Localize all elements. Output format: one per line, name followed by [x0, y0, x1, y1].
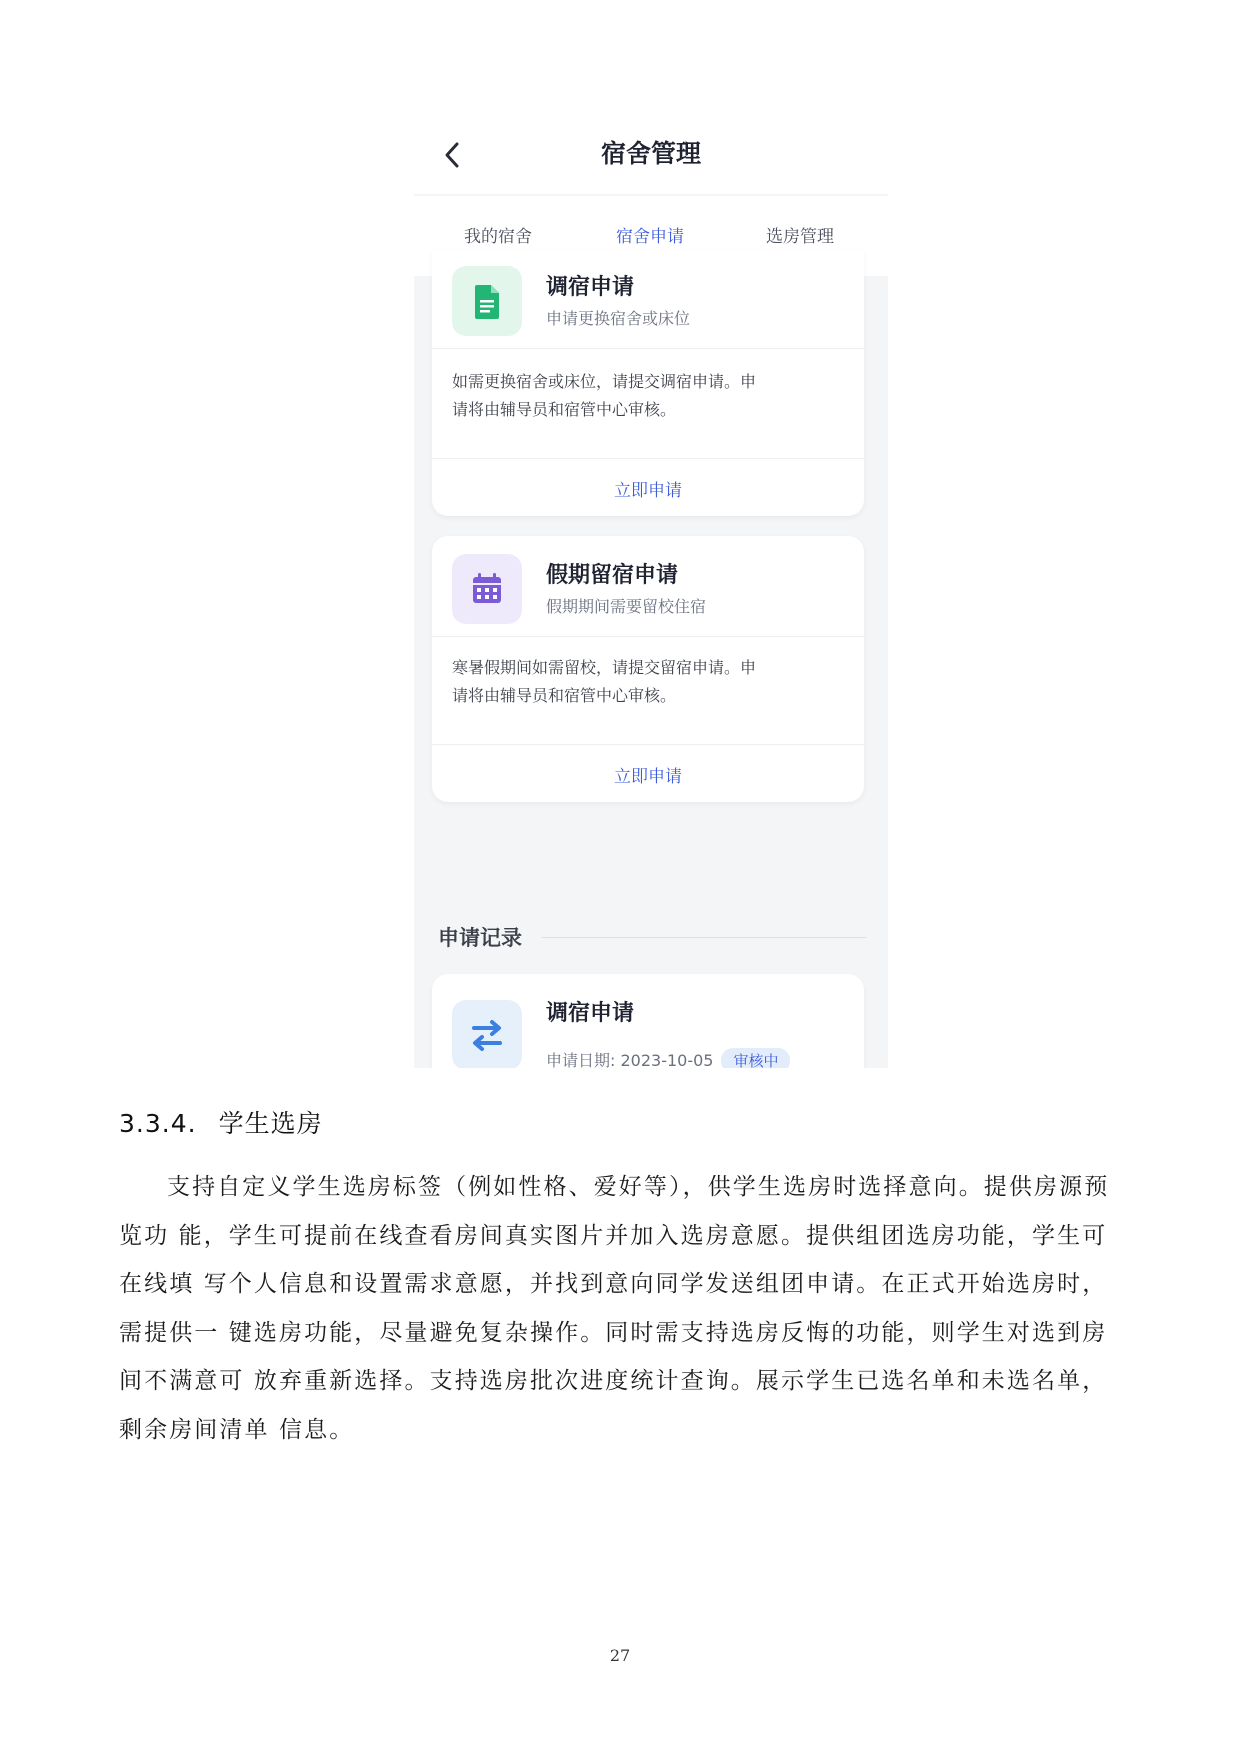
- record-title: 调宿申请: [546, 1001, 635, 1026]
- holiday-card-icon-box: [452, 554, 522, 624]
- description-line: 请将由辅导员和宿管中心审核。: [452, 400, 677, 419]
- description-line: 如需更换宿舍或床位，请提交调宿申请。申: [452, 372, 757, 391]
- card-subtitle: 假期期间需要留校住宿: [546, 597, 707, 616]
- records-section-title: 申请记录: [438, 926, 522, 950]
- description-line: 请将由辅导员和宿管中心审核。: [452, 686, 677, 705]
- tab-my-dorm[interactable]: 我的宿舍: [464, 227, 532, 247]
- status-badge: 审核中: [721, 1048, 790, 1068]
- page-number: 27: [609, 1646, 631, 1665]
- holiday-stay-application-card: [432, 536, 864, 802]
- body-paragraph: [119, 1168, 1119, 1459]
- card-title: 调宿申请: [546, 275, 635, 300]
- card-description: [452, 368, 844, 424]
- apply-now-button[interactable]: 立即申请: [614, 767, 682, 787]
- app-screenshot: [414, 118, 888, 1068]
- document-icon: [452, 266, 522, 336]
- card-title: 假期留宿申请: [546, 563, 679, 588]
- divider: [432, 458, 864, 459]
- description-line: 寒暑假期间如需留校，请提交留宿申请。申: [452, 658, 757, 677]
- transfer-application-card: [432, 250, 864, 516]
- application-record-card[interactable]: [432, 974, 864, 1068]
- card-description: [452, 654, 844, 710]
- record-date: 申请日期: 2023-10-05: [546, 1051, 714, 1068]
- calendar-icon: [452, 554, 522, 624]
- card-subtitle: 申请更换宿舍或床位: [546, 309, 691, 328]
- record-meta: [546, 1048, 790, 1068]
- paragraph-line: 支持自定义学生选房标签（例如性格、爱好等），供学生选房时选择意向。提供房源预: [167, 1174, 1110, 1200]
- paragraph-line: 间不满意可 放弃重新选择。支持选房批次进度统计查询。展示学生已选名单和未选名单，: [119, 1368, 1108, 1394]
- tab-dorm-application[interactable]: 宿舍申请: [616, 227, 684, 247]
- swap-icon: [452, 1000, 522, 1068]
- section-heading: [119, 1104, 323, 1140]
- paragraph-line: 剩余房间清单 信息。: [119, 1416, 355, 1443]
- page-title: 宿舍管理: [600, 139, 701, 168]
- tab-room-selection[interactable]: 选房管理: [766, 227, 834, 247]
- record-icon-box: [452, 1000, 522, 1068]
- divider: [432, 348, 864, 349]
- section-title: 学生选房: [218, 1109, 323, 1138]
- divider: [432, 744, 864, 745]
- paragraph-line: 在线填 写个人信息和设置需求意愿，并找到意向同学发送组团申请。在正式开始选房时，: [119, 1271, 1108, 1297]
- paragraph-line: 览功 能，学生可提前在线查看房间真实图片并加入选房意愿。提供组团选房功能，学生可: [119, 1222, 1108, 1249]
- divider: [432, 636, 864, 637]
- paragraph-line: 需提供一 键选房功能，尽量避免复杂操作。同时需支持选房反悔的功能，则学生对选到房: [119, 1319, 1108, 1346]
- transfer-card-icon-box: [452, 266, 522, 336]
- nav-bar: [414, 118, 888, 194]
- section-divider: [542, 937, 866, 938]
- section-number: 3.3.4.: [119, 1109, 197, 1138]
- apply-now-button[interactable]: 立即申请: [614, 481, 682, 501]
